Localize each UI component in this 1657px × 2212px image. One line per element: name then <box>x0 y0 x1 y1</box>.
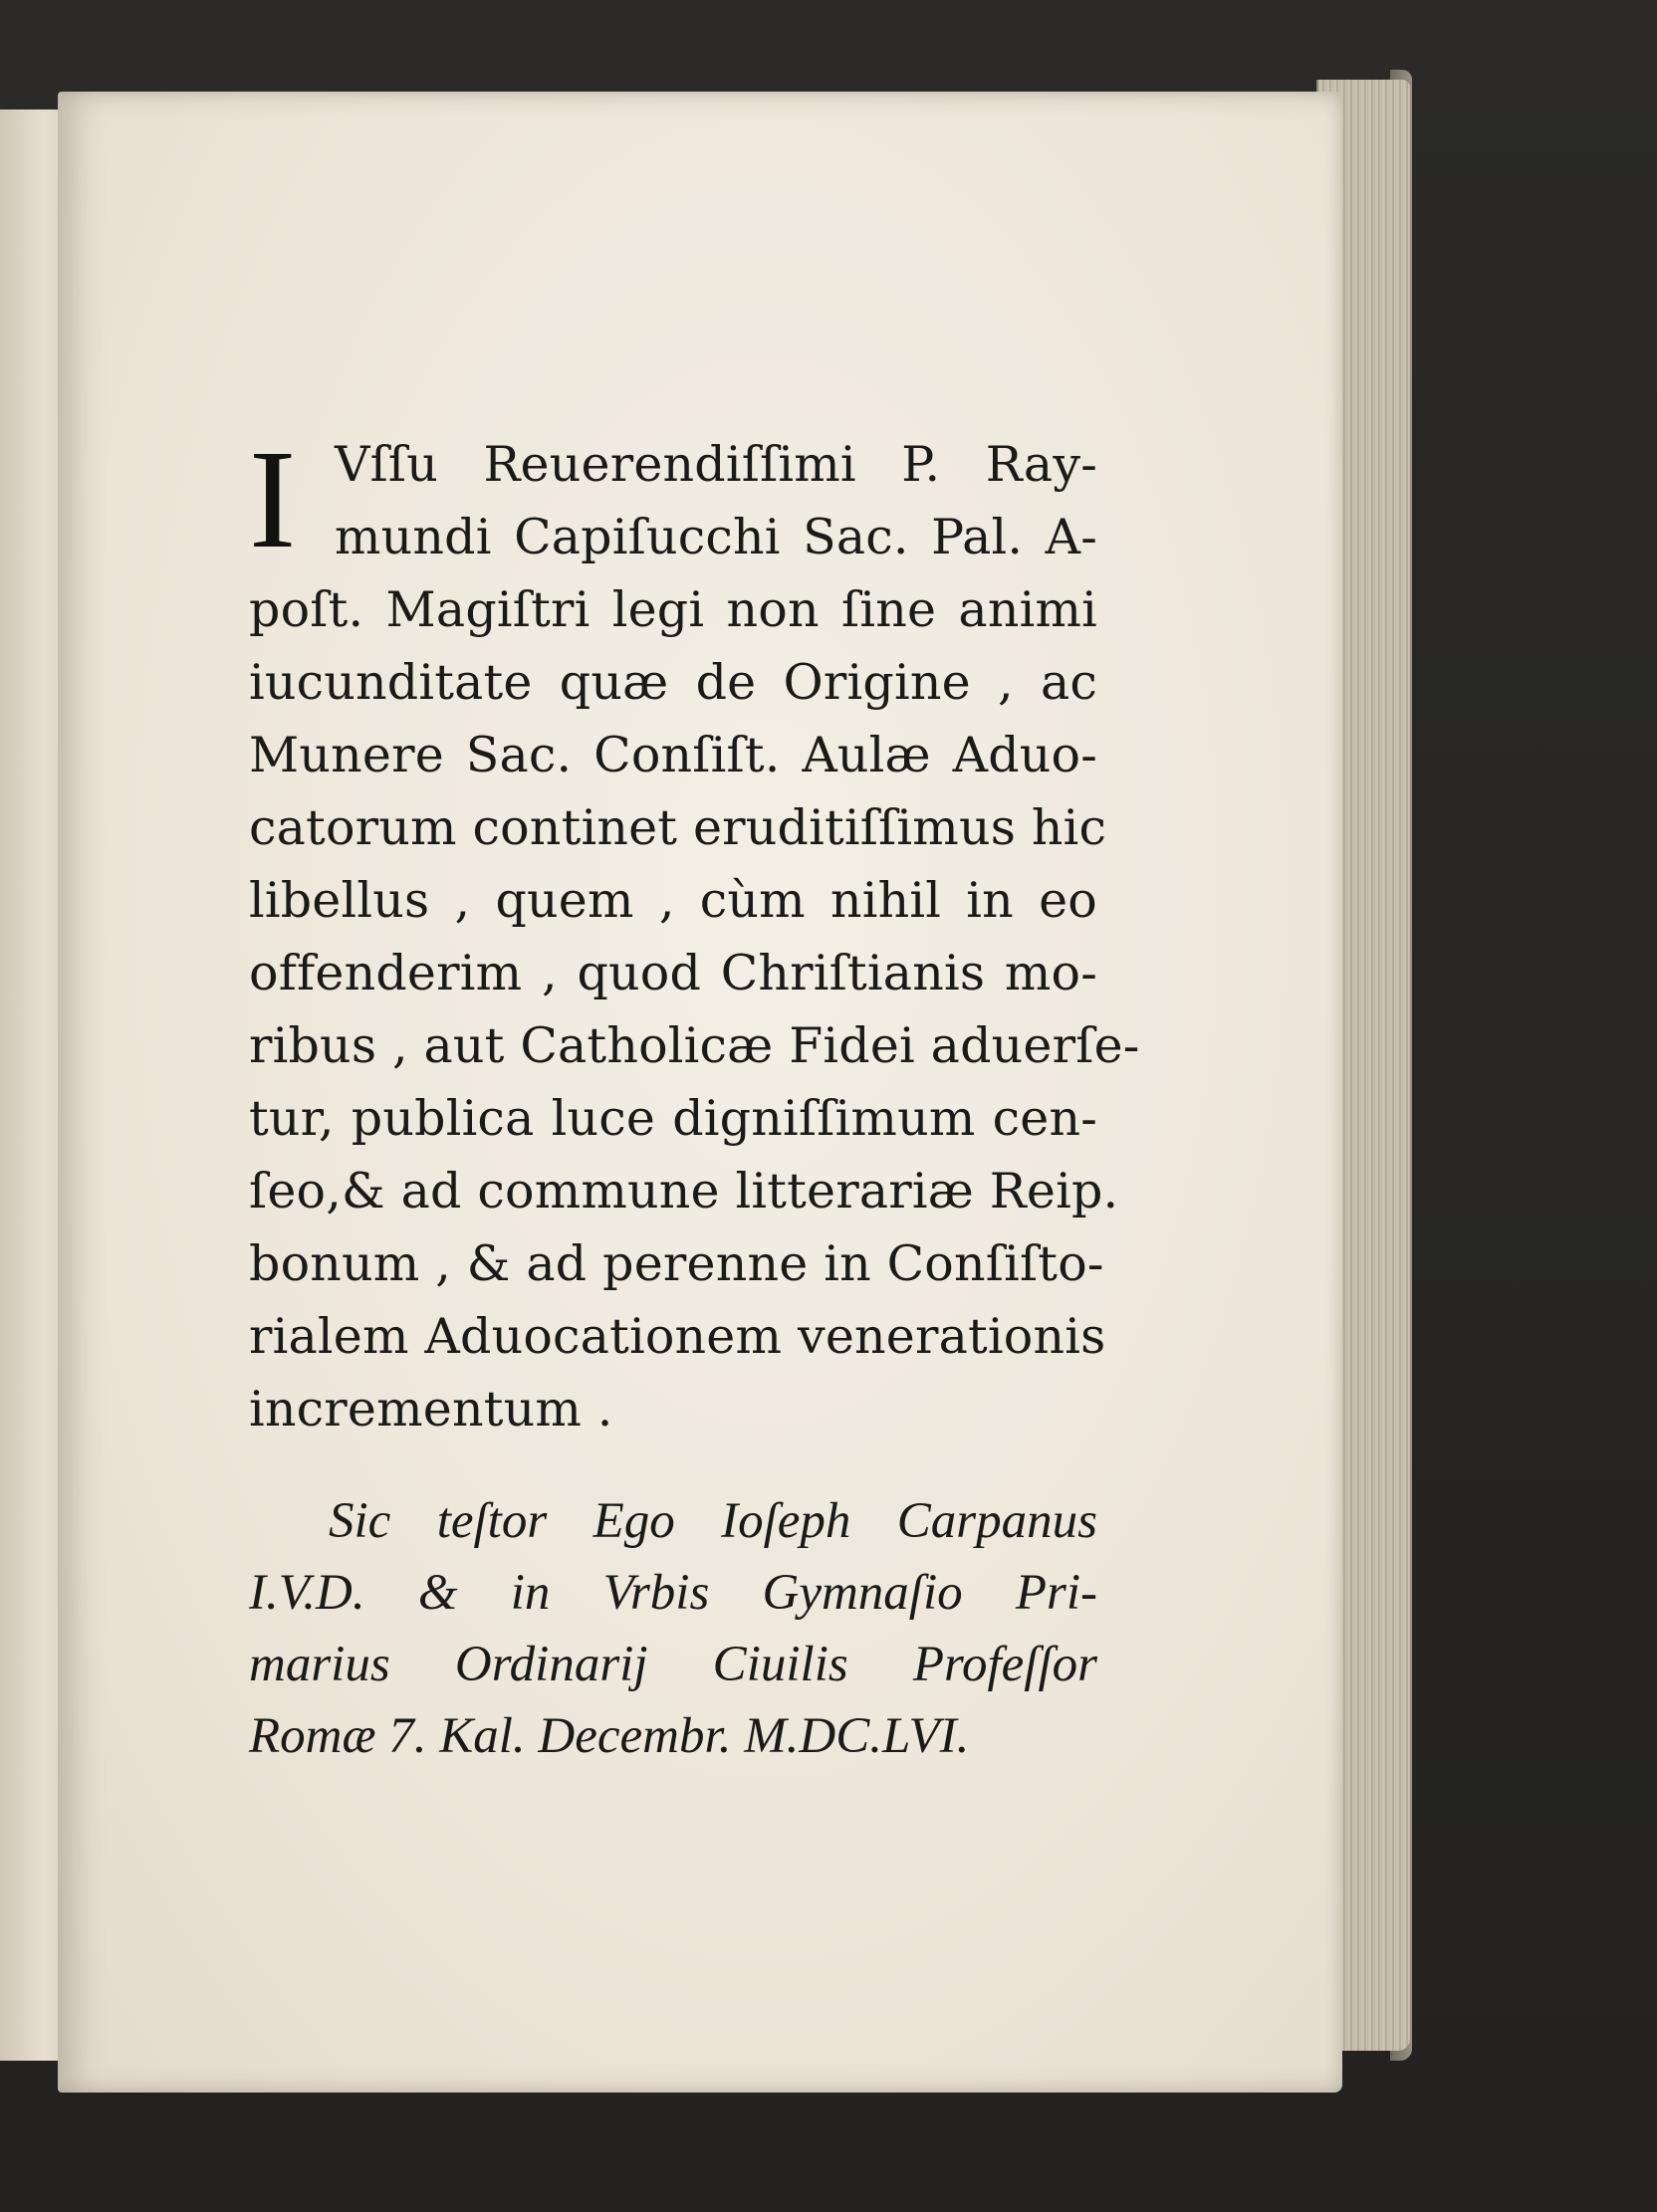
paragraph-line: Vſſu Reuerendiſſimi P. Ray- <box>335 436 1097 493</box>
attestation-line: Sic teſtor Ego Ioſeph Carpanus <box>329 1493 1097 1549</box>
attestation-line: marius Ordinarij Ciuilis Profeſſor <box>249 1637 1097 1692</box>
paragraph-line: mundi Capiſucchi Sac. Pal. A- <box>335 509 1097 565</box>
imprimatur-text <box>249 420 1140 1772</box>
book-page <box>58 92 1342 2093</box>
paragraph-line: incrementum . <box>249 1381 613 1438</box>
paragraph-line: iucunditate quæ de Origine , ac <box>249 654 1097 711</box>
paragraph-line: poſt. Magiſtri legi non ſine animi <box>249 581 1097 638</box>
attestation-signature <box>249 1485 1097 1772</box>
attestation-line: I.V.D. & in Vrbis Gymnaſio Pri- <box>249 1565 1097 1621</box>
paragraph-line: tur, publica luce digniſſimum cen- <box>249 1090 1097 1147</box>
attestation-line: Romæ 7. Kal. Decembr. M.DC.LVI. <box>249 1708 970 1764</box>
paragraph-line: offenderim , quod Chriſtianis mo- <box>249 945 1097 1001</box>
paragraph-line: Munere Sac. Conſiſt. Aulæ Aduo- <box>249 727 1097 783</box>
paragraph-line: catorum continet eruditiſſimus hic <box>249 799 1107 856</box>
paragraph-line: ribus , aut Catholicæ Fidei aduerſe- <box>249 1017 1140 1074</box>
paragraph-line: ſeo,& ad commune litterariæ Reip. <box>249 1163 1119 1219</box>
paragraph-line: bonum , & ad perenne in Conſiſto- <box>249 1235 1104 1292</box>
drop-cap: I <box>249 420 297 577</box>
paragraph-line: libellus , quem , cùm nihil in eo <box>249 872 1097 929</box>
paragraph-line: rialem Aduocationem venerationis <box>249 1308 1106 1365</box>
paragraph-opening <box>249 420 1097 577</box>
